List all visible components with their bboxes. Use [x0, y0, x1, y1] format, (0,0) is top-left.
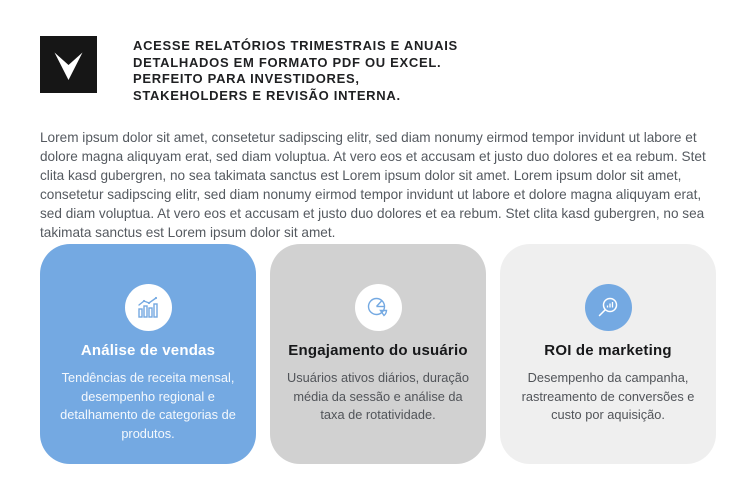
magnifier-chart-icon [585, 284, 632, 331]
card-marketing-roi [500, 244, 716, 464]
section-heading [133, 36, 458, 104]
card-title: ROI de marketing [544, 342, 672, 359]
card-body: Desempenho da campanha, rastreamento de conversões e custo por aquisição. [521, 370, 695, 422]
heading-line: PERFEITO PARA INVESTIDORES, [133, 71, 360, 86]
card-title: Engajamento do usuário [288, 342, 468, 359]
bar-chart-trend-icon [125, 284, 172, 331]
card-body: Tendências de receita mensal, desempenho regional e detalhamento de categorias de produtos. [60, 370, 236, 441]
pie-chart-icon [355, 284, 402, 331]
card-user-engagement [270, 244, 486, 464]
feature-cards [40, 244, 716, 464]
card-sales-analysis [40, 244, 256, 464]
heading-line: DETALHADOS EM FORMATO PDF OU EXCEL. [133, 54, 442, 70]
logo [40, 36, 97, 93]
card-body: Usuários ativos diários, duração média da sessão e análise da taxa de rotatividade. [286, 370, 470, 422]
heading-line: STAKEHOLDERS E REVISÃO INTERNA. [133, 87, 401, 103]
heading-line: ACESSE RELATÓRIOS TRIMESTRAIS E ANUAIS [133, 38, 458, 53]
card-title: Análise de vendas [80, 342, 216, 359]
intro-paragraph: Lorem ipsum dolor sit amet, consetetur sadipscing elitr, sed diam nonumy eirmod tempor invidunt ut labore et dolore magna aliquyam erat, sed diam voluptua. At vero eos et accusam et justo duo dolores et ea rebum. Stet clita kasd gubergren, no sea takimata sanctus est Lorem ipsum dolor sit amet. Lorem ipsum dolor sit amet, consetetur sadipscing elitr, sed diam nonumy eirmod tempor invidunt ut labore et dolore magna aliquyam erat, sed diam voluptua. At vero eos et accusam et justo duo dolores et ea rebum. Stet clita kasd gubergren, no sea takimata sanctus est Lorem ipsum dolor sit amet. [40, 130, 706, 240]
dart-down-logo-icon [40, 36, 97, 93]
section-header [40, 36, 458, 104]
